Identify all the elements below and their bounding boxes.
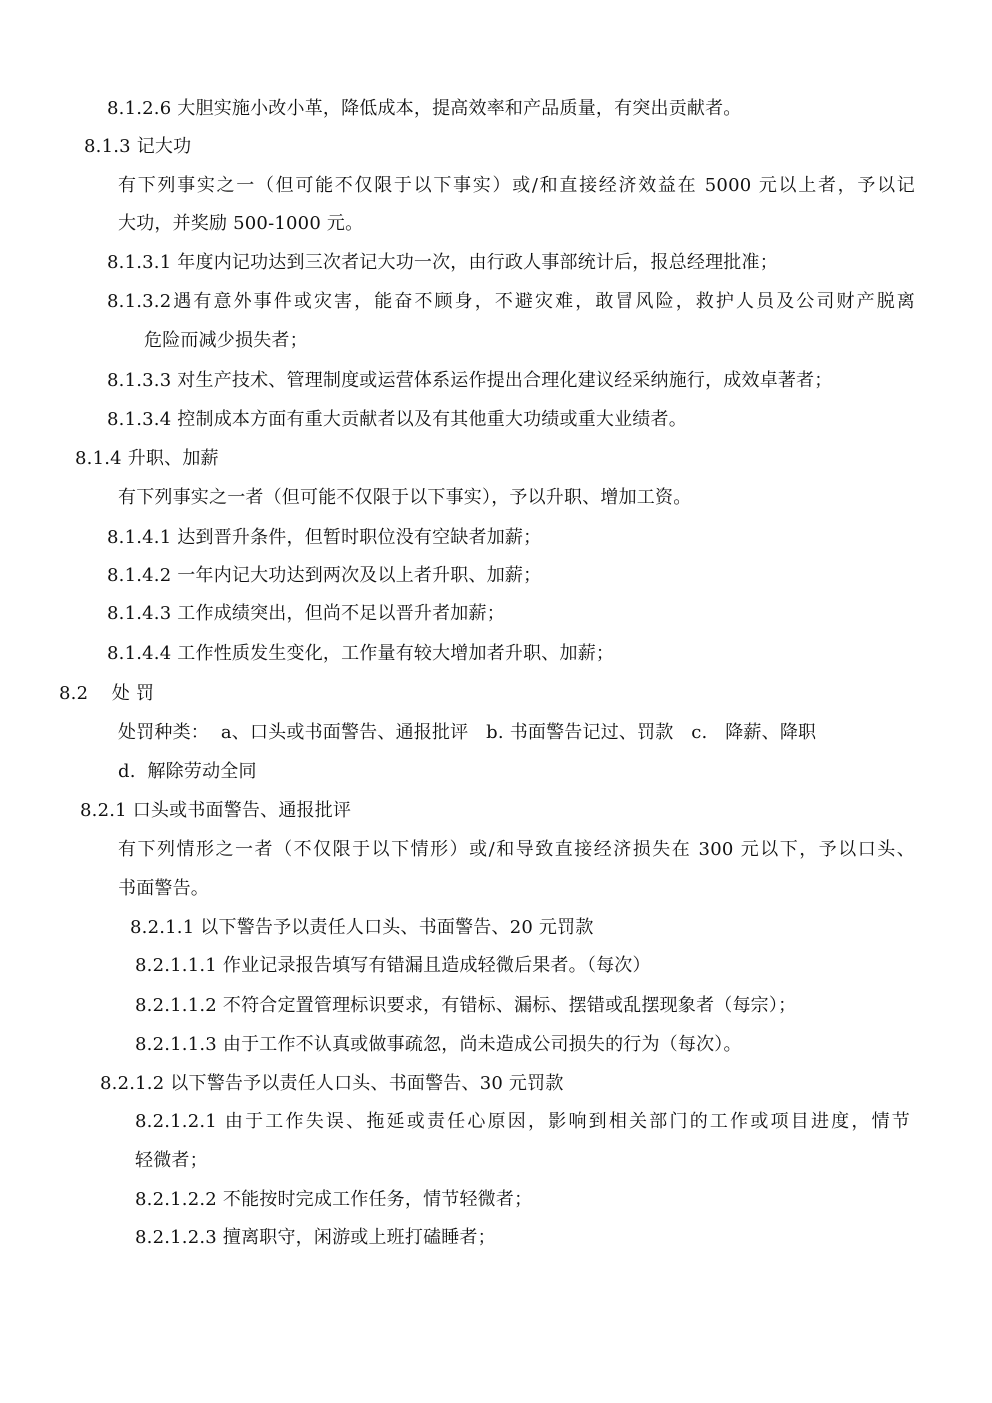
clause-8-1-3-4: 8.1.3.4 控制成本方面有重大贡献者以及有其他重大功绩或重大业绩者。 [107,409,687,430]
clause-8-1-3-3: 8.1.3.3 对生产技术、管理制度或运营体系运作提出合理化建议经采纳施行，成效卓著者； [107,370,833,391]
clause-8-2-1-2-2: 8.2.1.2.2 不能按时完成工作任务，情节轻微者； [135,1189,533,1210]
clause-8-1-4-1: 8.1.4.1 达到晋升条件，但暂时职位没有空缺者加薪； [107,527,542,548]
clause-8-2-1-2: 8.2.1.2 以下警告予以责任人口头、书面警告、30 元罚款 [100,1073,564,1094]
penalty-types-line-2: d. 解除劳动全同 [118,761,257,782]
clause-8-2-1-2-3: 8.2.1.2.3 擅离职守，闲游或上班打磕睡者； [135,1227,496,1248]
clause-8-1-4-3: 8.1.4.3 工作成绩突出，但尚不足以晋升者加薪； [107,603,505,624]
clause-8-1-3-2-line-2: 危险而减少损失者； [144,330,308,351]
heading-8-1-4: 8.1.4 升职、加薪 [75,448,219,469]
clause-8-2-1-1-3: 8.2.1.1.3 由于工作不认真或做事疏忽，尚未造成公司损失的行为（每次）。 [135,1034,742,1055]
clause-8-2-1-2-1-line-2: 轻微者； [135,1150,208,1171]
clause-8-1-4-4: 8.1.4.4 工作性质发生变化，工作量有较大增加者升职、加薪； [107,643,615,664]
clause-8-1-4-2: 8.1.4.2 一年内记大功达到两次及以上者升职、加薪； [107,565,542,586]
clause-8-1-3-1: 8.1.3.1 年度内记功达到三次者记大功一次，由行政人事部统计后，报总经理批准； [107,252,778,273]
clause-8-1-3-2-line-1: 8.1.3.2遇有意外事件或灾害，能奋不顾身，不避灾难，敢冒风险，救护人员及公司财产脱离 [107,291,915,312]
paragraph-8-2-1-intro-line-1: 有下列情形之一者（不仅限于以下情形）或/和导致直接经济损失在 300 元以下，予以口头、 [118,839,915,860]
heading-8-1-3: 8.1.3 记大功 [84,136,192,157]
paragraph-8-1-3-intro-line-1: 有下列事实之一（但可能不仅限于以下事实）或/和直接经济效益在 5000 元以上者，予以记 [118,175,915,196]
clause-8-2-1-1-2: 8.2.1.1.2 不符合定置管理标识要求，有错标、漏标、摆错或乱摆现象者（每宗）； [135,995,797,1016]
heading-8-2: 8.2 处 罚 [59,683,155,704]
clause-8-1-2-6: 8.1.2.6 大胆实施小改小革，降低成本，提高效率和产品质量，有突出贡献者。 [107,98,742,119]
paragraph-8-2-1-intro-line-2: 书面警告。 [118,878,209,899]
penalty-types-line-1: 处罚种类： a、口头或书面警告、通报批评 b. 书面警告记过、罚款 c. 降薪、降职 [118,722,817,743]
heading-8-2-1: 8.2.1 口头或书面警告、通报批评 [80,800,352,821]
paragraph-8-1-4-intro: 有下列事实之一者（但可能不仅限于以下事实），予以升职、增加工资。 [118,487,692,508]
clause-8-2-1-2-1-line-1: 8.2.1.2.1 由于工作失误、拖延或责任心原因，影响到相关部门的工作或项目进度，情节 [135,1111,910,1132]
paragraph-8-1-3-intro-line-2: 大功，并奖励 500-1000 元。 [118,213,364,234]
clause-8-2-1-1-1: 8.2.1.1.1 作业记录报告填写有错漏且造成轻微后果者。（每次） [135,955,651,976]
clause-8-2-1-1: 8.2.1.1 以下警告予以责任人口头、书面警告、20 元罚款 [130,917,594,938]
